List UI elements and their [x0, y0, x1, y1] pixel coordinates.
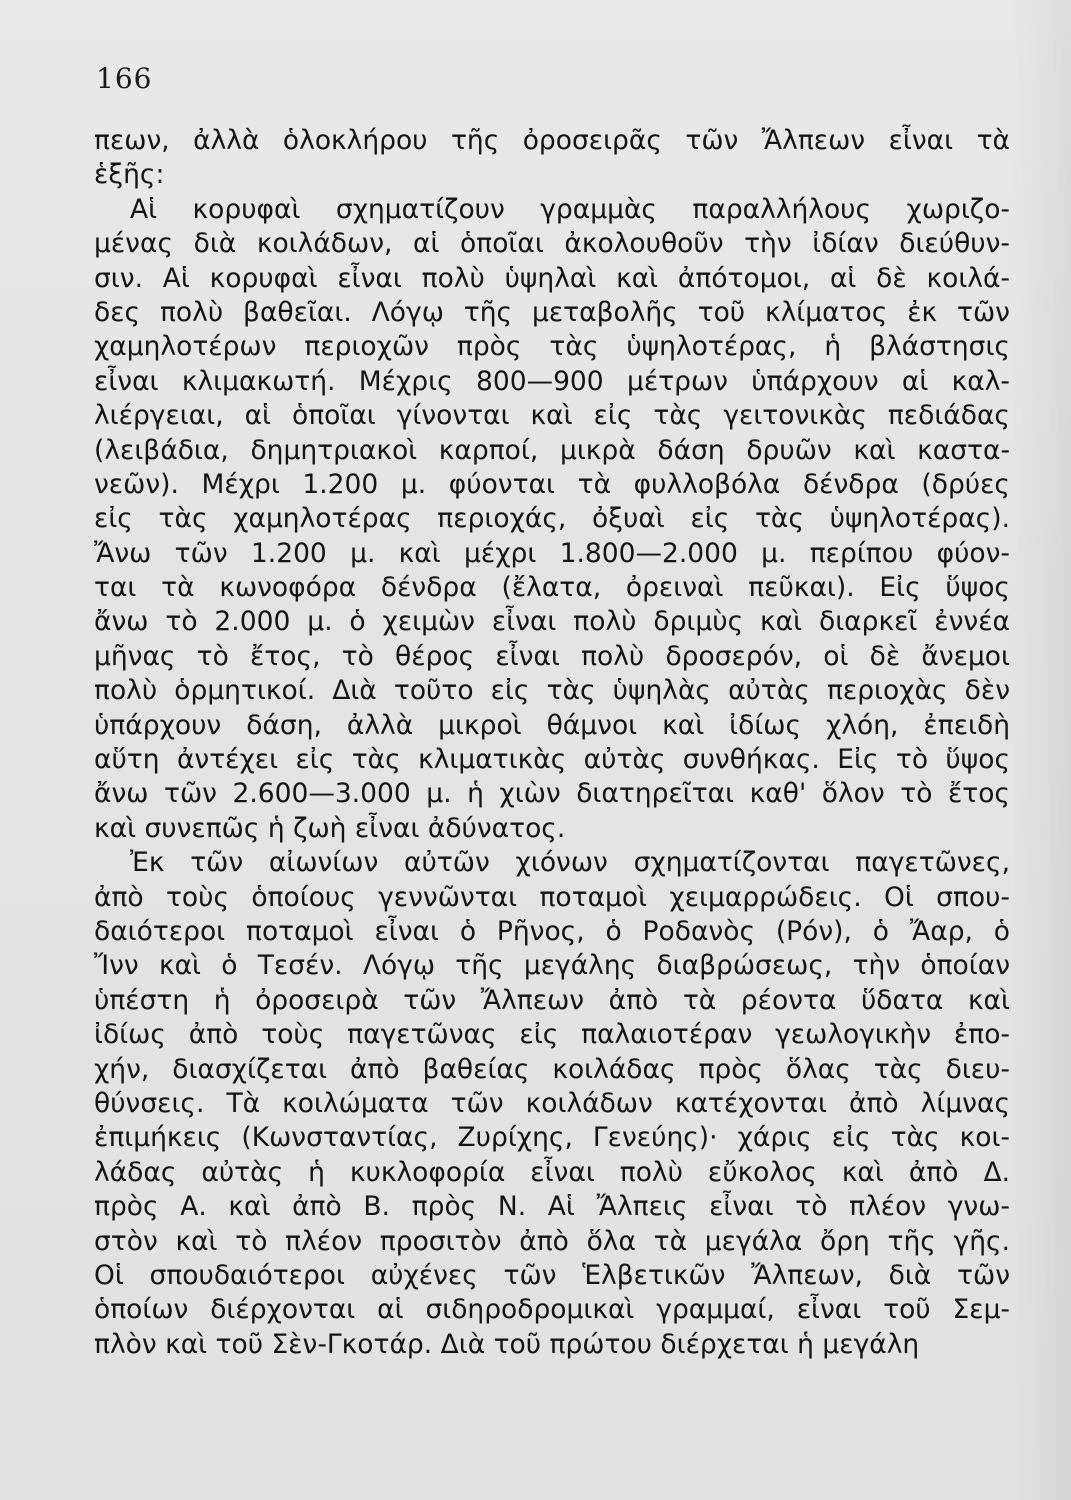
text-line: ἄνω τὸ 2.000 μ. ὁ χειμὼν εἶναι πολὺ δριμὺς καὶ διαρκεῖ ἐννέα — [94, 606, 1010, 638]
text-line: χήν, διασχίζεται ἀπὸ βαθείας κοιλάδας πρὸς ὅλας τὰς διευ- — [94, 1053, 1010, 1085]
page-edge-shadow — [1011, 0, 1071, 1500]
text-line: χαμηλοτέρων περιοχῶν πρὸς τὰς ὑψηλοτέρας, ἡ βλάστησις — [94, 331, 1010, 363]
text-line: θύνσεις. Τὰ κοιλώματα τῶν κοιλάδων κατέχονται ἀπὸ λίμνας — [94, 1087, 1010, 1119]
paragraph — [94, 193, 1010, 846]
body-text — [94, 124, 1010, 1362]
text-line: Οἱ σπουδαιότεροι αὐχένες τῶν Ἑλβετικῶν Ἄλπεων, διὰ τῶν — [94, 1259, 1010, 1291]
text-line: στὸν καὶ τὸ πλέον προσιτὸν ἀπὸ ὅλα τὰ μεγάλα ὄρη τῆς γῆς. — [94, 1225, 1010, 1257]
text-line: νεῶν). Μέχρι 1.200 μ. φύονται τὰ φυλλοβόλα δένδρα (δρύες — [94, 468, 1010, 500]
text-line: πεων, ἀλλὰ ὁλοκλήρου τῆς ὀροσειρᾶς τῶν Ἄλπεων εἶναι τὰ — [94, 125, 1010, 156]
text-line: πλὸν καὶ τοῦ Σὲν-Γκοτάρ. Διὰ τοῦ πρώτου διέρχεται ἡ μεγάλη — [94, 1328, 920, 1360]
text-line: πολὺ ὁρμητικοί. Διὰ τοῦτο εἰς τὰς ὑψηλὰς αὐτὰς περιοχὰς δὲν — [94, 675, 1010, 707]
text-line: πρὸς Α. καὶ ἀπὸ Β. πρὸς Ν. Αἱ Ἄλπεις εἶναι τὸ πλέον γνω- — [94, 1191, 1010, 1223]
page-number: 166 — [96, 62, 153, 95]
text-line: δαιότεροι ποταμοὶ εἶναι ὁ Ρῆνος, ὁ Ροδανὸς (Ρόν), ὁ Ἄαρ, ὁ — [94, 915, 1010, 947]
text-line: εἶναι κλιμακωτή. Μέχρις 800—900 μέτρων ὑπάρχουν αἱ καλ- — [94, 365, 1010, 397]
text-line: Αἱ κορυφαὶ σχηματίζουν γραμμὰς παραλλήλους χωριζο- — [130, 193, 1010, 225]
text-line: λάδας αὐτὰς ἡ κυκλοφορία εἶναι πολὺ εὔκολος καὶ ἀπὸ Δ. — [94, 1156, 1010, 1188]
text-line: σιν. Αἱ κορυφαὶ εἶναι πολὺ ὑψηλαὶ καὶ ἀπότομοι, αἱ δὲ κοιλά- — [94, 262, 1010, 294]
text-line: λιέργειαι, αἱ ὁποῖαι γίνονται καὶ εἰς τὰς γειτονικὰς πεδιάδας — [94, 400, 1010, 432]
text-line: ἀπὸ τοὺς ὁποίους γεννῶνται ποταμοὶ χειμαρρώδεις. Οἱ σπου- — [94, 881, 1010, 913]
paragraph — [94, 124, 1010, 193]
text-line: εἰς τὰς χαμηλοτέρας περιοχάς, ὀξυαὶ εἰς τὰς ὑψηλοτέρας). — [94, 503, 1010, 535]
text-line: μένας διὰ κοιλάδων, αἱ ὁποῖαι ἀκολουθοῦν τὴν ἰδίαν διεύθυν- — [94, 228, 1010, 260]
text-line: (λειβάδια, δημητριακοὶ καρποί, μικρὰ δάση δρυῶν καὶ καστα- — [94, 434, 1010, 466]
text-line: ἰδίως ἀπὸ τοὺς παγετῶνας εἰς παλαιοτέραν γεωλογικὴν ἐπο- — [94, 1019, 1010, 1051]
text-line: Ἴνν καὶ ὁ Τεσέν. Λόγῳ τῆς μεγάλης διαβρώσεως, τὴν ὁποίαν — [94, 950, 1010, 982]
text-line: Ἄνω τῶν 1.200 μ. καὶ μέχρι 1.800—2.000 μ. περίπου φύον- — [94, 537, 1010, 569]
text-line: ται τὰ κωνοφόρα δένδρα (ἔλατα, ὀρειναὶ πεῦκαι). Εἰς ὕψος — [94, 572, 1010, 604]
paragraph — [94, 846, 1010, 1362]
text-line: ὑπέστη ἡ ὀροσειρὰ τῶν Ἄλπεων ἀπὸ τὰ ρέοντα ὕδατα καὶ — [94, 984, 1010, 1016]
text-line: αὕτη ἀντέχει εἰς τὰς κλιματικὰς αὐτὰς συνθήκας. Εἰς τὸ ὕψος — [94, 744, 1010, 776]
text-line: μῆνας τὸ ἔτος, τὸ θέρος εἶναι πολὺ δροσερόν, οἱ δὲ ἄνεμοι — [94, 640, 1010, 672]
text-line: δες πολὺ βαθεῖαι. Λόγῳ τῆς μεταβολῆς τοῦ κλίματος ἐκ τῶν — [94, 296, 1010, 328]
text-line: καὶ συνεπῶς ἡ ζωὴ εἶναι ἀδύνατος. — [94, 812, 566, 844]
text-line: ἄνω τῶν 2.600—3.000 μ. ἡ χιὼν διατηρεῖται καθ' ὅλον τὸ ἔτος — [94, 778, 1010, 810]
text-line: ἐπιμήκεις (Κωνσταντίας, Ζυρίχης, Γενεύης)· χάρις εἰς τὰς κοι- — [94, 1122, 1010, 1154]
text-line: ὑπάρχουν δάση, ἀλλὰ μικροὶ θάμνοι καὶ ἰδίως χλόη, ἐπειδὴ — [94, 709, 1010, 741]
text-line: Ἐκ τῶν αἰωνίων αὐτῶν χιόνων σχηματίζονται παγετῶνες, — [130, 847, 1010, 879]
text-line: ἑξῆς: — [94, 159, 165, 191]
text-line: ὁποίων διέρχονται αἱ σιδηροδρομικαὶ γραμμαί, εἶναι τοῦ Σεμ- — [94, 1294, 1010, 1326]
